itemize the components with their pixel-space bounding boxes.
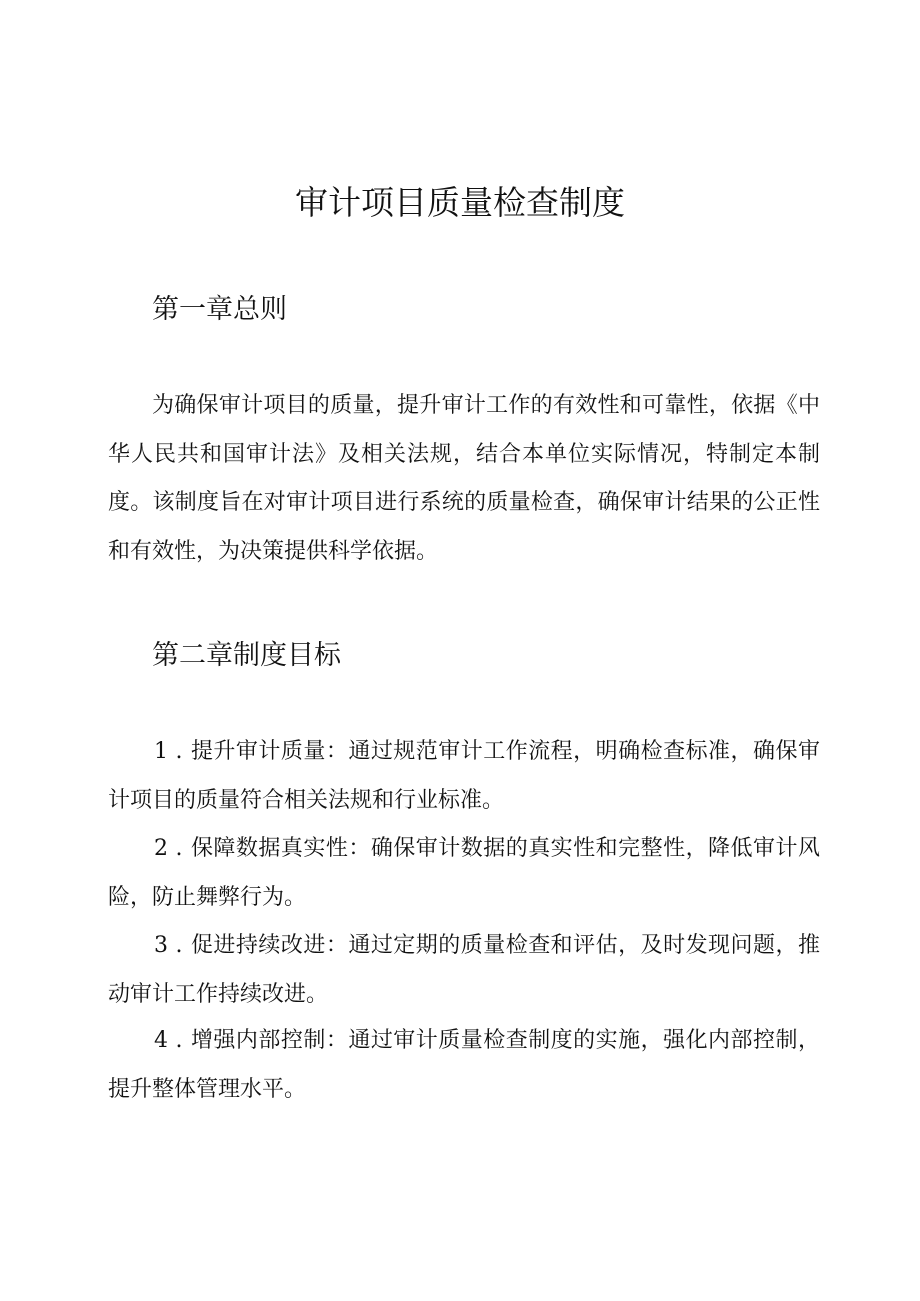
objective-item-4 bbox=[108, 1017, 820, 1114]
objective-item-2 bbox=[108, 825, 820, 922]
objective-item-1-text: 提升审计质量：通过规范审计工作流程，明确检查标准，确保审计项目的质量符合相关法规和行业标准。 bbox=[108, 739, 820, 813]
chapter-2-heading: 第二章制度目标 bbox=[152, 640, 341, 671]
objective-item-2-text: 保障数据真实性：确保审计数据的真实性和完整性，降低审计风险，防止舞弊行为。 bbox=[108, 836, 820, 910]
objective-item-4-text: 增强内部控制：通过审计质量检查制度的实施，强化内部控制，提升整体管理水平。 bbox=[108, 1028, 820, 1102]
objective-item-4-number: 4 . bbox=[154, 1028, 183, 1053]
objective-item-3-number: 3 . bbox=[154, 933, 183, 958]
chapter-1-heading: 第一章总则 bbox=[152, 294, 287, 325]
document-title: 审计项目质量检查制度 bbox=[295, 183, 625, 222]
objective-item-3-text: 促进持续改进：通过定期的质量检查和评估，及时发现问题，推动审计工作持续改进。 bbox=[108, 933, 820, 1007]
objective-item-1-number: 1 . bbox=[154, 739, 183, 764]
objective-item-1 bbox=[108, 728, 820, 825]
objective-item-2-number: 2 . bbox=[154, 836, 183, 861]
objective-item-3 bbox=[108, 922, 820, 1019]
chapter-1-paragraph: 为确保审计项目的质量，提升审计工作的有效性和可靠性，依据《中华人民共和国审计法》及相关法规，结合本单位实际情况，特制定本制度。该制度旨在对审计项目进行系统的质量检查，确保审计结果的公正性和有效性，为决策提供科学依据。 bbox=[108, 393, 820, 564]
